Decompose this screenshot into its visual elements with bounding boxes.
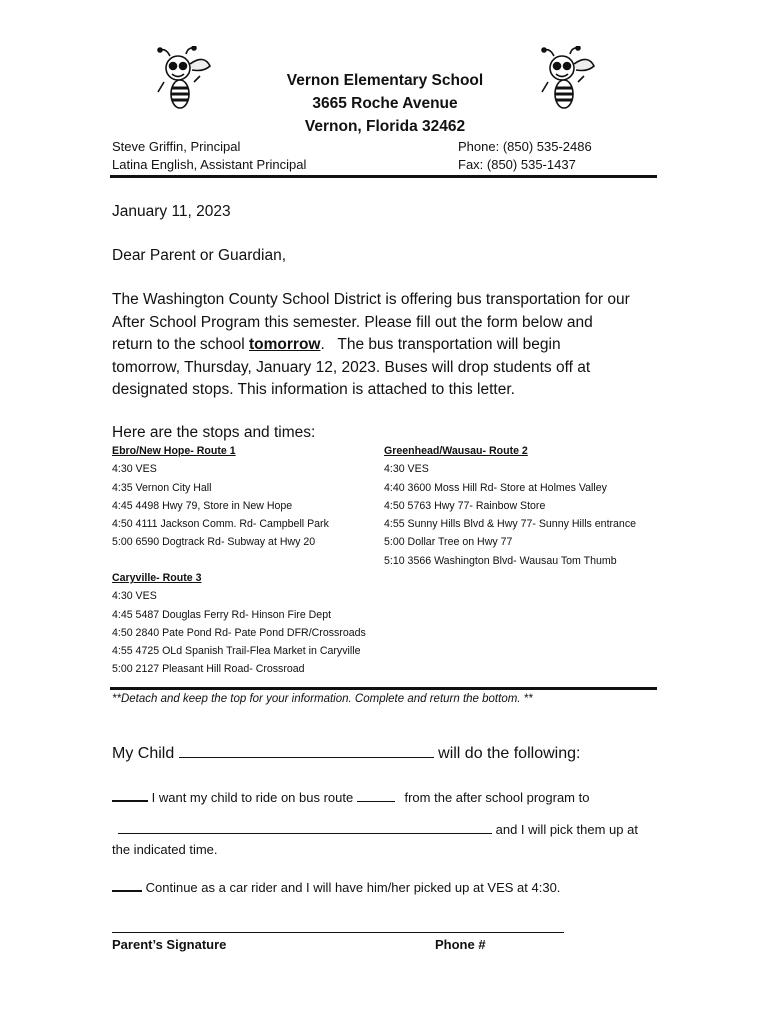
principal-name: Steve Griffin, Principal: [112, 139, 241, 154]
route-1-title: Ebro/New Hope- Route 1: [112, 445, 236, 457]
option-bus-row: [112, 790, 589, 805]
school-city: Vernon, Florida 32462: [304, 118, 466, 135]
route-stop: 4:50 4111 Jackson Comm. Rd- Campbell Park: [112, 518, 329, 531]
pickup-location-field[interactable]: [118, 833, 492, 834]
letterhead-divider: [110, 175, 657, 178]
detach-note: **Detach and keep the top for your information. Complete and return the bottom. **: [112, 693, 533, 705]
route-stop: 4:45 4498 Hwy 79, Store in New Hope: [112, 499, 293, 512]
route-stop: 5:00 6590 Dogtrack Rd- Subway at Hwy 20: [112, 536, 316, 549]
bus-option-line-3-text: the indicated time.: [112, 842, 218, 857]
stops-intro: Here are the stops and times:: [112, 424, 316, 441]
route-1-block: [112, 442, 382, 552]
paragraph-text: . The bus transportation will begin: [320, 336, 561, 353]
paragraph-line: [112, 334, 672, 357]
school-phone: Phone: (850) 535-2486: [458, 139, 592, 154]
paragraph-line: The Washington County School District is offering bus transportation for our: [112, 291, 630, 308]
my-child-label: My Child: [112, 745, 175, 762]
letter-greeting: Dear Parent or Guardian,: [112, 247, 287, 264]
parent-signature-label: Parent’s Signature: [112, 937, 227, 952]
paragraph-line: tomorrow, Thursday, January 12, 2023. Buses will drop students off at: [112, 358, 591, 376]
route-stop: 5:00 Dollar Tree on Hwy 77: [384, 536, 513, 549]
route-stop: 4:35 Vernon City Hall: [112, 481, 212, 494]
school-fax: Fax: (850) 535-1437: [458, 157, 576, 172]
school-name: Vernon Elementary School: [286, 72, 484, 89]
car-rider-option-text: Continue as a car rider and I will have him/her picked up at VES at 4:30.: [145, 880, 561, 895]
route-stop: 5:00 2127 Pleasant Hill Road- Crossroad: [112, 663, 305, 676]
paragraph-text: return to the school: [112, 336, 249, 353]
route-2-title: Greenhead/Wausau- Route 2: [384, 445, 528, 457]
school-address: 3665 Roche Avenue: [312, 95, 458, 112]
route-stop: 4:55 Sunny Hills Blvd & Hwy 77- Sunny Hills entrance: [384, 518, 637, 531]
paragraph-line: designated stops. This information is attached to this letter.: [112, 381, 515, 398]
my-child-row: [112, 745, 580, 763]
bus-option-text: I want my child to ride on bus route: [151, 790, 354, 805]
route-stop: 4:50 2840 Pate Pond Rd- Pate Pond DFR/Crossroads: [112, 626, 366, 639]
detach-divider: [110, 687, 657, 690]
child-name-field[interactable]: [179, 757, 434, 758]
paragraph-line: After School Program this semester. Please fill out the form below and: [112, 313, 593, 331]
emphasis-tomorrow: tomorrow: [249, 336, 321, 353]
option-car-row: [112, 880, 560, 895]
route-2-block: [384, 442, 664, 570]
letter-date: January 11, 2023: [112, 203, 231, 220]
bus-option-after-text: from the after school program to: [404, 790, 590, 805]
route-stop: 4:40 3600 Moss Hill Rd- Store at Holmes Valley: [384, 481, 607, 494]
car-rider-check-field[interactable]: [112, 890, 142, 892]
route-stop: 4:30 VES: [384, 463, 429, 476]
bus-option-line-2-text: and I will pick them up at: [495, 822, 638, 837]
letter-paragraph: [112, 289, 672, 402]
phone-number-label: Phone #: [435, 937, 486, 952]
bus-route-field[interactable]: [357, 801, 395, 802]
bus-option-check-field[interactable]: [112, 800, 148, 802]
route-stop: 5:10 3566 Washington Blvd- Wausau Tom Thumb: [384, 554, 617, 567]
route-stop: 4:55 4725 OLd Spanish Trail-Flea Market in Caryville: [112, 645, 361, 658]
signature-line[interactable]: [112, 932, 564, 933]
route-stop: 4:30 VES: [112, 463, 157, 476]
route-3-block: [112, 569, 392, 679]
route-stop: 4:30 VES: [112, 590, 157, 603]
option-bus-row-2: [118, 822, 638, 837]
route-3-title: Caryville- Route 3: [112, 572, 202, 584]
route-stop: 4:45 5487 Douglas Ferry Rd- Hinson Fire Dept: [112, 608, 332, 621]
will-do-label: will do the following:: [438, 745, 581, 762]
route-stop: 4:50 5763 Hwy 77- Rainbow Store: [384, 499, 546, 512]
assistant-principal-name: Latina English, Assistant Principal: [112, 157, 307, 172]
